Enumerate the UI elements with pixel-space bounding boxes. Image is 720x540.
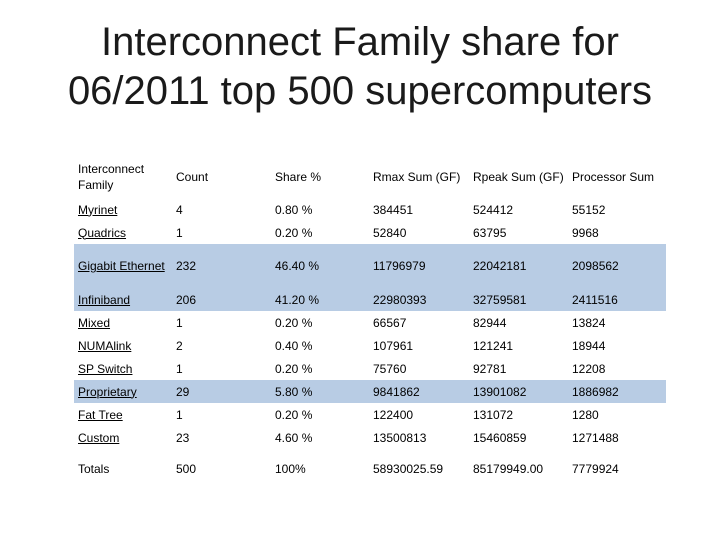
table-row (74, 221, 666, 244)
row-share: 46.40 % (271, 244, 369, 288)
row-family: Gigabit Ethernet (74, 244, 172, 288)
row-rmax: 107961 (373, 338, 414, 353)
table-row (74, 380, 666, 403)
row-processors: 2411516 (568, 288, 666, 311)
header-processor-sum: Processor Sum (572, 170, 655, 184)
table-row (74, 311, 666, 334)
title-line-1: Interconnect Family share for (101, 20, 619, 64)
row-count: 206 (172, 288, 271, 311)
row-rmax: 52840 (373, 225, 407, 240)
table-row (74, 357, 666, 380)
totals-row (74, 449, 666, 489)
totals-label: Totals (78, 462, 110, 476)
row-count: 29 (172, 380, 271, 403)
header-count: Count (176, 170, 209, 184)
row-processors: 12208 (572, 361, 606, 376)
row-rmax: 13500813 (373, 430, 427, 445)
row-rpeak: 131072 (473, 407, 514, 422)
row-family: Infiniband (74, 288, 172, 311)
row-share: 0.20 % (275, 361, 313, 376)
row-share: 41.20 % (271, 288, 369, 311)
totals-processors: 7779924 (572, 462, 619, 476)
row-rpeak: 15460859 (473, 430, 527, 445)
row-rpeak: 82944 (473, 315, 507, 330)
row-family: Custom (78, 430, 120, 445)
row-share: 0.20 % (275, 225, 313, 240)
totals-rmax: 58930025.59 (373, 462, 444, 476)
totals-count: 500 (176, 462, 197, 476)
row-share: 0.40 % (275, 338, 313, 353)
row-family: Mixed (78, 315, 111, 330)
header-rmax-sum: Rmax Sum (GF) (373, 170, 461, 184)
row-rmax: 9841862 (369, 380, 469, 403)
table-row (74, 244, 666, 288)
table-row (74, 334, 666, 357)
row-rpeak: 13901082 (469, 380, 568, 403)
row-processors: 1886982 (568, 380, 666, 403)
row-rmax: 384451 (373, 202, 414, 217)
interconnect-table (74, 156, 666, 489)
row-rpeak: 22042181 (469, 244, 568, 288)
table-row (74, 288, 666, 311)
header-rpeak-sum: Rpeak Sum (GF) (473, 170, 564, 184)
header-share: Share % (275, 170, 322, 184)
row-count: 23 (176, 430, 190, 445)
row-rpeak: 32759581 (469, 288, 568, 311)
row-count: 4 (176, 202, 183, 217)
row-share: 0.80 % (275, 202, 313, 217)
row-count: 2 (176, 338, 183, 353)
table-row (74, 198, 666, 221)
row-rpeak: 524412 (473, 202, 514, 217)
row-share: 5.80 % (271, 380, 369, 403)
header-interconnect-family: Interconnect Family (78, 162, 145, 192)
table-row (74, 403, 666, 426)
row-processors: 55152 (572, 202, 606, 217)
row-processors: 1271488 (572, 430, 619, 445)
row-share: 4.60 % (275, 430, 313, 445)
row-count: 1 (176, 225, 183, 240)
table-row (74, 426, 666, 449)
row-count: 1 (176, 361, 183, 376)
row-rpeak: 121241 (473, 338, 514, 353)
row-processors: 18944 (572, 338, 606, 353)
row-rmax: 11796979 (369, 244, 469, 288)
row-rmax: 66567 (373, 315, 407, 330)
row-family: Quadrics (78, 225, 127, 240)
row-processors: 9968 (572, 225, 599, 240)
row-rpeak: 63795 (473, 225, 507, 240)
slide-title (0, 18, 720, 116)
totals-share: 100% (275, 462, 306, 476)
row-family: Myrinet (78, 202, 118, 217)
totals-rpeak: 85179949.00 (473, 462, 544, 476)
row-share: 0.20 % (275, 315, 313, 330)
row-processors: 13824 (572, 315, 606, 330)
row-family: Fat Tree (78, 407, 123, 422)
title-line-2: 06/2011 top 500 supercomputers (67, 69, 653, 113)
row-family: Proprietary (74, 380, 172, 403)
row-rmax: 122400 (373, 407, 414, 422)
row-count: 1 (176, 315, 183, 330)
row-rmax: 75760 (373, 361, 407, 376)
row-count: 1 (176, 407, 183, 422)
row-family: NUMAlink (78, 338, 132, 353)
row-share: 0.20 % (275, 407, 313, 422)
row-rmax: 22980393 (369, 288, 469, 311)
row-count: 232 (172, 244, 271, 288)
row-processors: 1280 (572, 407, 599, 422)
header-row (74, 156, 666, 198)
row-family: SP Switch (78, 361, 133, 376)
row-processors: 2098562 (568, 244, 666, 288)
row-rpeak: 92781 (473, 361, 507, 376)
